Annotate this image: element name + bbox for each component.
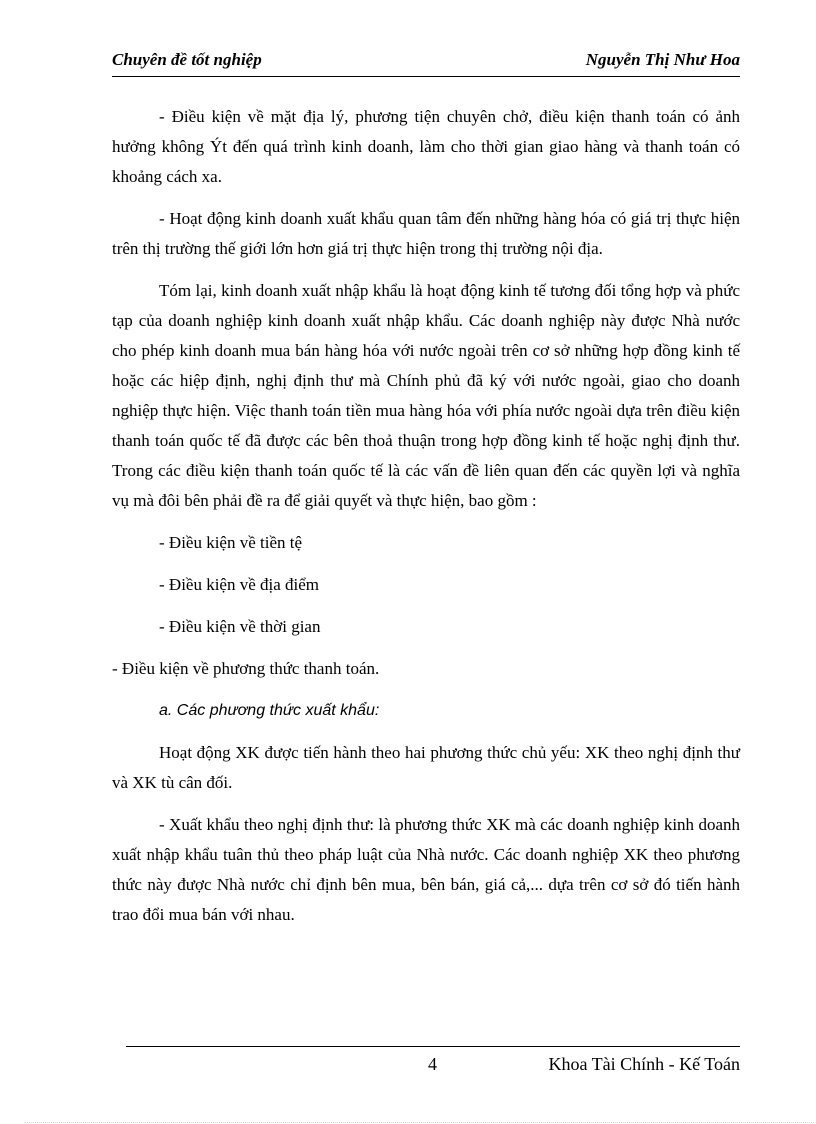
- list-item-time: - Điều kiện về thời gian: [159, 617, 321, 636]
- document-body: [112, 102, 740, 942]
- department-name: Khoa Tài Chính - Kế Toán: [548, 1054, 740, 1074]
- paragraph-export-methods: Hoạt động XK được tiến hành theo hai phương thức chủ yếu: XK theo nghị định thư và XK tù cân đối.: [112, 743, 740, 792]
- footer-divider: [126, 1046, 740, 1047]
- paragraph-protocol-export: - Xuất khẩu theo nghị định thư: là phương thức XK mà các doanh nghiệp kinh doanh xuất nhập khẩu tuân thủ theo pháp luật của Nhà nước. Các doanh nghiệp XK theo phương thức này được Nhà nước chỉ định bên mua, bên bán, giá cả,... dựa trên cơ sở đó tiến hành trao đổi mua bán với nhau.: [112, 815, 740, 924]
- paragraph-summary: Tóm lại, kinh doanh xuất nhập khẩu là hoạt động kinh tế tương đối tổng hợp và phức tạp của doanh nghiệp kinh doanh xuất nhập khẩu. Các doanh nghiệp này được Nhà nước cho phép kinh doanh mua bán hàng hóa với nước ngoài trên cơ sở những hợp đồng kinh tế hoặc các hiệp định, nghị định thư mà Chính phủ đã ký với nước ngoài, giao cho doanh nghiệp thực hiện. Việc thanh toán tiền mua hàng hóa với phía nước ngoài dựa trên điều kiện thanh toán quốc tế đã được các bên thoả thuận trong hợp đồng kinh tế hoặc nghị định thư. Trong các điều kiện thanh toán quốc tế là các vấn đề liên quan đến các quyền lợi và nghĩa vụ mà đôi bên phải đề ra để giải quyết và thực hiện, bao gồm :: [112, 281, 740, 510]
- author-name: Nguyễn Thị Như Hoa: [585, 50, 740, 69]
- list-item-currency: - Điều kiện về tiền tệ: [159, 533, 303, 552]
- document-title: Chuyên đề tốt nghiệp: [112, 50, 262, 69]
- paragraph-export-goods: - Hoạt động kinh doanh xuất khẩu quan tâm đến những hàng hóa có giá trị thực hiện trên thị trường thế giới lớn hơn giá trị thực hiện trong thị trường nội địa.: [112, 209, 740, 258]
- page-footer: [126, 1052, 740, 1078]
- paragraph-geography: - Điều kiện về mặt địa lý, phương tiện chuyên chở, điều kiện thanh toán có ảnh hưởng không Ýt đến quá trình kinh doanh, làm cho thời gian giao hàng và thanh toán có khoảng cách xa.: [112, 107, 740, 186]
- page-number: 4: [428, 1054, 437, 1074]
- list-item-payment-method: - Điều kiện về phương thức thanh toán.: [112, 659, 380, 678]
- section-heading: a. Các phương thức xuất khẩu:: [159, 702, 380, 719]
- list-item-location: - Điều kiện về địa điểm: [159, 575, 320, 594]
- page-header: [112, 42, 740, 77]
